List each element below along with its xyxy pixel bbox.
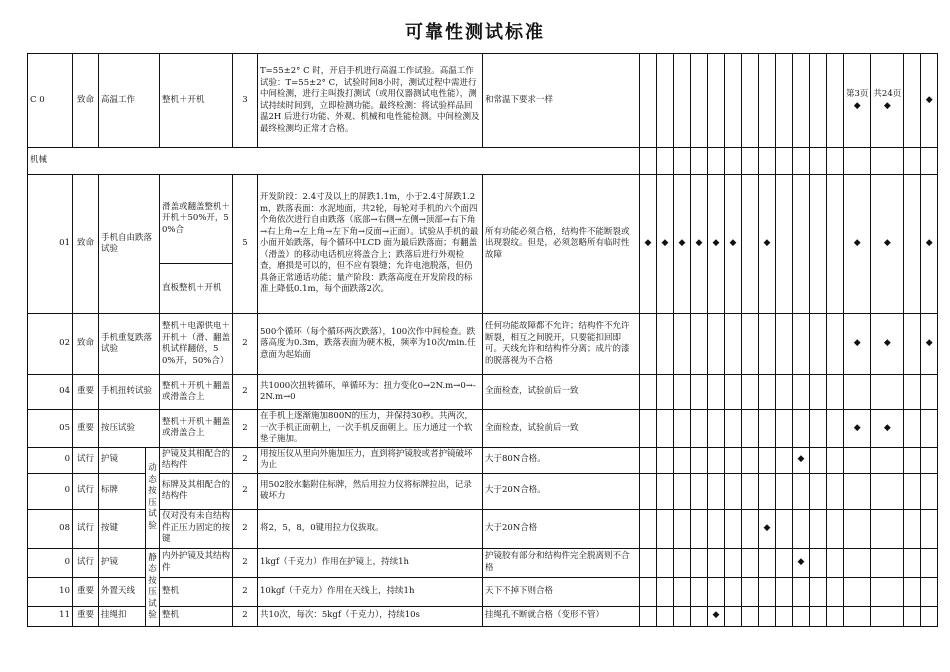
mark-cell: [657, 54, 674, 148]
table-row: [28, 375, 938, 410]
table-row: [28, 509, 938, 548]
pass-criteria: 任何功能故障都不允许；结构件不允许断裂，相互之间脱开，只要能扣回即可。天线允许和结构件分离；成片的漆的脱落视为不合格: [483, 314, 640, 375]
sample-description: 整机: [160, 577, 233, 606]
mark-cell: ◆: [640, 175, 657, 314]
mark-cell: [776, 175, 793, 314]
mark-cell: [827, 175, 844, 314]
sample-description: 整机＋开机＋翻盖或滑盖合上: [160, 410, 233, 448]
test-method: 共1000次扭转循环，单循环为：扭力变化0→2N.m→0→-2N.m→0: [258, 375, 483, 410]
test-item: 护镜: [99, 447, 146, 473]
test-method: 在手机上逐渐施加800N的压力，并保持30秒。共两次，一次手机正面朝上，一次手机反面朝上。压力通过一个软垫子施加。: [258, 410, 483, 448]
test-method: T=55±2° C 时，开启手机进行高温工作试验。高温工作试验：T=55±2° C，试验时间8小时，测试过程中需进行中间检测，进行主叫拨打测试（或用仪器测试电性能），测试持续时间到，立即检测功能。最终检测：将试验样品回温2H 后进行功能、外观、机械和电性能检测。中间检测及最终检测均正常才合格。: [258, 54, 483, 148]
mark-cell: ◆: [759, 175, 776, 314]
mark-cell: [904, 175, 921, 314]
item-number: 0: [28, 473, 73, 509]
group-dynamic-press: 动态按压试验: [146, 447, 160, 548]
item-number: C 0: [28, 54, 73, 148]
mark-cell: ◆: [844, 175, 871, 314]
section-title: 机械: [28, 148, 640, 175]
mark-cell: ◆: [921, 175, 938, 314]
sample-quantity: 2: [233, 577, 258, 606]
pass-criteria: 和常温下要求一样: [483, 54, 640, 148]
sample-quantity: 2: [233, 410, 258, 448]
mark-cell: [742, 175, 759, 314]
test-item: 标牌: [99, 473, 146, 509]
table-row: [28, 54, 938, 148]
mark-cell: [827, 54, 844, 148]
severity-level: 试行: [73, 509, 99, 548]
item-number: 10: [28, 577, 73, 606]
mark-cell: ◆: [691, 175, 708, 314]
mark-cell: ◆: [657, 175, 674, 314]
mark-cell: ◆: [871, 175, 904, 314]
severity-level: 试行: [73, 548, 99, 577]
sample-quantity: 2: [233, 314, 258, 375]
pass-criteria: 大于80N合格。: [483, 447, 640, 473]
sample-description: 仅对没有未自结构件正压力固定的按键: [160, 509, 233, 548]
sample-description: 整机＋电源供电＋开机＋（滑、翻盖机试样翻倍，50%开，50%合）: [160, 314, 233, 375]
test-item: 按键: [99, 509, 146, 548]
mark-cell: [810, 54, 827, 148]
severity-level: 重要: [73, 410, 99, 448]
mark-cell: ◆: [725, 175, 742, 314]
test-method: 将2，5，8，0键用拉力仪拔取。: [258, 509, 483, 548]
sample-description: 护镜及其相配合的结构件: [160, 447, 233, 473]
mark-cell: [776, 54, 793, 148]
mark-cell: [725, 54, 742, 148]
severity-level: 重要: [73, 606, 99, 626]
pass-criteria: 全面检查，试验前后一致: [483, 375, 640, 410]
table-row: [28, 548, 938, 577]
pass-criteria: 挂绳孔不断就合格（变形不管）: [483, 606, 640, 626]
item-number: 0: [28, 548, 73, 577]
sample-quantity: 2: [233, 447, 258, 473]
test-method: 1kgf（千克力）作用在护镜上，持续1h: [258, 548, 483, 577]
sample-description: 内外护镜及其结构件: [160, 548, 233, 577]
item-number: 0: [28, 447, 73, 473]
mark-cell: ◆: [793, 447, 810, 473]
test-item: 按压试验: [99, 410, 160, 448]
mark-cell: ◆: [708, 606, 725, 626]
mark-cell: [793, 54, 810, 148]
mark-cell: ◆: [708, 175, 725, 314]
group-static-press: 静态按压试验: [146, 548, 160, 626]
page-title: 可靠性测试标准: [405, 22, 545, 43]
pass-criteria: 全面检查，试验前后一致: [483, 410, 640, 448]
test-item: 挂绳扣: [99, 606, 146, 626]
test-method: 500个循环（每个循环两次跌落），100次作中间检查。跌落高度为0.3m，跌落表面为硬木板，频率为10次/min.任意面为起始面: [258, 314, 483, 375]
test-method: 用按压仪从里向外施加压力，直到将护镜胶或者护镜破坏为止: [258, 447, 483, 473]
severity-level: 致命: [73, 175, 99, 314]
mark-cell: ◆: [871, 410, 904, 448]
mark-cell: [691, 54, 708, 148]
sample-quantity: 2: [233, 509, 258, 548]
mark-cell: ◆: [759, 509, 776, 548]
table-row: [28, 314, 938, 375]
test-method: 10kgf（千克力）作用在天线上，持续1h: [258, 577, 483, 606]
mark-cell: [810, 175, 827, 314]
table-row: [28, 175, 938, 264]
mark-cell: [759, 54, 776, 148]
sample-quantity: 2: [233, 606, 258, 626]
item-number: 02: [28, 314, 73, 375]
severity-level: 重要: [73, 375, 99, 410]
section-row: [28, 148, 938, 175]
severity-level: 致命: [73, 314, 99, 375]
item-number: 05: [28, 410, 73, 448]
mark-cell: ◆: [844, 410, 871, 448]
sample-description: 整机＋开机: [160, 54, 233, 148]
test-item: 外置天线: [99, 577, 146, 606]
page-indicator: 第3页 ◆: [844, 54, 871, 148]
sample-description: 整机＋开机＋翻盖或滑盖合上: [160, 375, 233, 410]
test-method: 用502胶水黏附住标牌，然后用拉力仪将标牌拉出，记录破坏力: [258, 473, 483, 509]
pass-criteria: 大于20N合格。: [483, 473, 640, 509]
sample-quantity: 2: [233, 473, 258, 509]
pass-criteria: 大于20N合格: [483, 509, 640, 548]
table-row: [28, 606, 938, 626]
test-item: 手机重复跌落试验: [99, 314, 160, 375]
test-item: 手机自由跌落试验: [99, 175, 160, 314]
mark-cell: ◆: [844, 314, 871, 375]
mark-cell: [904, 54, 921, 148]
item-number: 11: [28, 606, 73, 626]
severity-level: 试行: [73, 473, 99, 509]
pass-criteria: 所有功能必须合格，结构件不能断裂或出现裂纹。但是，必须忽略所有临时性故障: [483, 175, 640, 314]
mark-cell: [708, 54, 725, 148]
mark-cell: [640, 54, 657, 148]
severity-level: 致命: [73, 54, 99, 148]
mark-cell: ◆: [871, 314, 904, 375]
pass-criteria: 天下不掉下则合格: [483, 577, 640, 606]
item-number: 04: [28, 375, 73, 410]
table-row: [28, 577, 938, 606]
test-method: 共10次，每次：5kgf（千克力），持续10s: [258, 606, 483, 626]
page-total: 共24页 ◆: [871, 54, 904, 148]
sample-description: 标牌及其相配合的结构件: [160, 473, 233, 509]
mark-cell: [742, 54, 759, 148]
sample-description: 直板整机＋开机: [160, 264, 233, 314]
test-item: 高温工作: [99, 54, 160, 148]
severity-level: 重要: [73, 577, 99, 606]
sample-description: 整机: [160, 606, 233, 626]
reliability-standard-table: [27, 53, 938, 627]
sample-description: 滑盖或翻盖整机＋开机＋50%开，50%合: [160, 175, 233, 264]
mark-cell: ◆: [793, 548, 810, 577]
mark-cell: ◆: [921, 314, 938, 375]
test-item: 护镜: [99, 548, 146, 577]
mark-cell: ◆: [921, 54, 938, 148]
severity-level: 试行: [73, 447, 99, 473]
mark-cell: ◆: [674, 175, 691, 314]
table-row: [28, 410, 938, 448]
mark-cell: [674, 54, 691, 148]
table-row: [28, 473, 938, 509]
test-item: 手机扭转试验: [99, 375, 160, 410]
pass-criteria: 护镜胶有部分和结构件完全脱离则不合格: [483, 548, 640, 577]
test-method: 开发阶段：2.4寸及以上的屏跌1.1m，小于2.4寸屏跌1.2m，跌落表面：水泥地面，共2轮，每轮对手机的六个面四个角依次进行自由跌落（底部→右侧→左侧→顶部→右下角→右上角→左上角→左下角→反面→正面）。试验从手机的最小面开始跌落，每个循环中LCD 面为最后跌落面；有翻盖（滑盖）的移动电话机应将盖合上；跌落后进行外观检查，磨损是可以的，但不应有裂缝；允许电池脱落，但仍具备正常通话功能；量产阶段：跌落高度在开发阶段的标准上降低0.1m，每个面跌落2次。: [258, 175, 483, 314]
mark-cell: [793, 175, 810, 314]
sample-quantity: 5: [233, 175, 258, 314]
sample-quantity: 2: [233, 375, 258, 410]
item-number: 01: [28, 175, 73, 314]
item-number: 08: [28, 509, 73, 548]
table-row: [28, 447, 938, 473]
sample-quantity: 2: [233, 548, 258, 577]
sample-quantity: 3: [233, 54, 258, 148]
